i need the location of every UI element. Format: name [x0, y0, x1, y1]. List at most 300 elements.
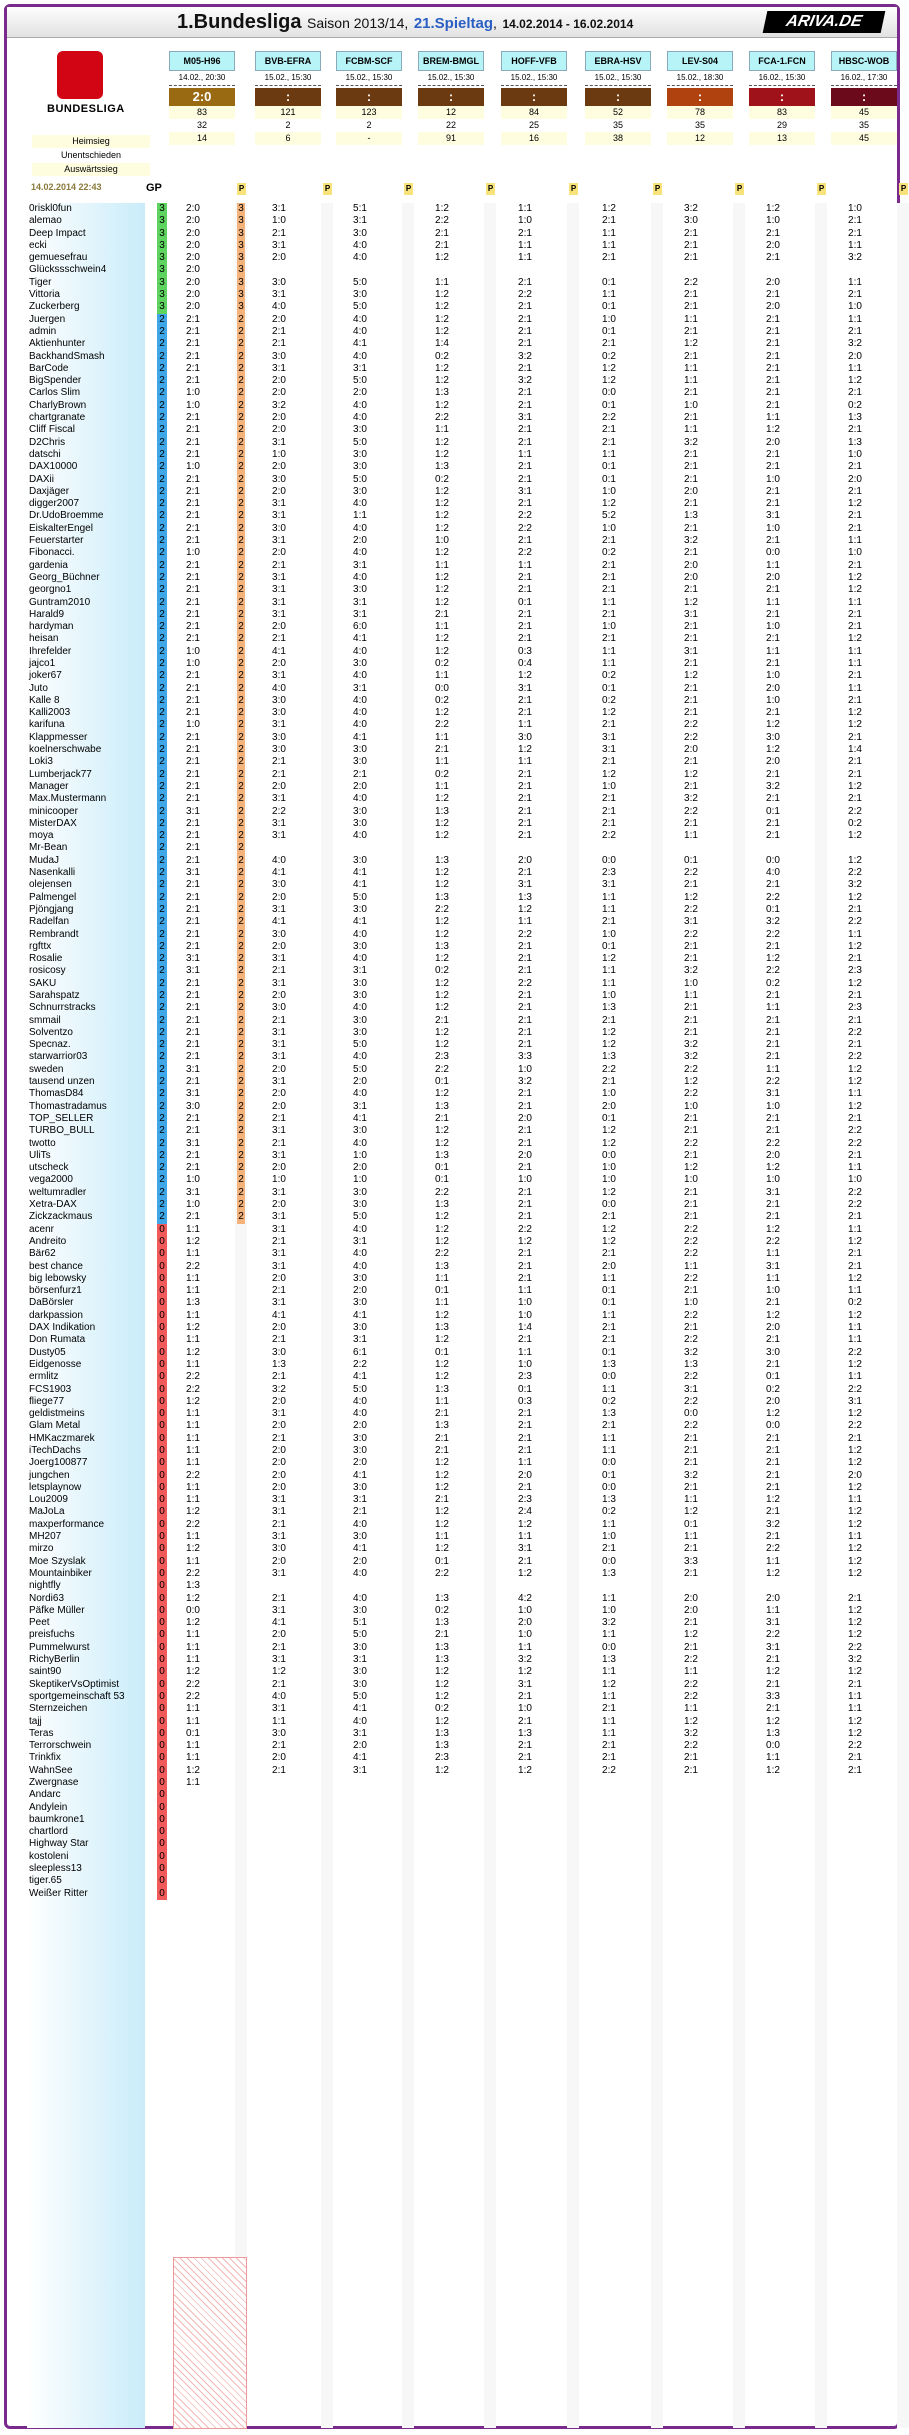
player-name[interactable]: Zickzackmaus	[29, 1211, 93, 1223]
player-name[interactable]: Juto	[29, 682, 48, 694]
tip-cell: 2:0	[186, 252, 200, 264]
player-name[interactable]: Guntram2010	[29, 596, 91, 608]
tip-cell: 5:0	[353, 1690, 367, 1702]
player-name[interactable]: Solventzo	[29, 1026, 73, 1038]
player-name[interactable]: koelnerschwabe	[29, 744, 102, 756]
player-name[interactable]: 0riskl0fun	[29, 203, 72, 214]
tip-cell: 1:2	[848, 854, 862, 866]
tip-cell: 2:1	[186, 670, 200, 682]
tip-cell: 2:1	[353, 1506, 367, 1518]
tip-cell: 2:1	[518, 1014, 532, 1026]
tip-cell: 2:1	[186, 375, 200, 387]
tip-cell: 1:0	[848, 1174, 862, 1186]
gp-value: 2	[157, 1187, 167, 1199]
table-row	[7, 215, 897, 227]
tip-cell: 1:2	[848, 940, 862, 952]
points-value: 2	[238, 805, 244, 817]
tip-cell: 1:1	[848, 1162, 862, 1174]
player-name[interactable]: jungchen	[29, 1469, 70, 1481]
tip-cell: 4:0	[353, 1260, 367, 1272]
match-home-count: 78	[667, 106, 733, 119]
player-name[interactable]: Dusty05	[29, 1346, 66, 1358]
tip-cell: 1:2	[518, 670, 532, 682]
tip-cell: 3:1	[186, 867, 200, 879]
player-name[interactable]: best chance	[29, 1260, 83, 1272]
player-name[interactable]: admin	[29, 325, 57, 337]
player-name[interactable]: olejensen	[29, 879, 72, 891]
tip-cell: 1:1	[186, 1309, 200, 1321]
player-name[interactable]: Andarc	[29, 1789, 61, 1801]
player-name[interactable]: minicooper	[29, 805, 78, 817]
tip-cell: 2:2	[848, 867, 862, 879]
player-name[interactable]: chartgranate	[29, 412, 86, 424]
tip-cell: 2:1	[186, 990, 200, 1001]
table-row	[7, 363, 897, 375]
player-name[interactable]: saint90	[29, 1666, 62, 1678]
player-name[interactable]: Radelfan	[29, 916, 70, 928]
player-name[interactable]: preisfuchs	[29, 1629, 75, 1641]
tip-cell: 1:2	[766, 1666, 780, 1678]
tip-cell: 2:1	[186, 928, 200, 940]
tip-cell: 3:0	[353, 1322, 367, 1334]
tip-cell: 2:0	[766, 756, 780, 768]
player-name[interactable]: MisterDAX	[29, 817, 77, 829]
player-name[interactable]: HMKaczmarek	[29, 1432, 95, 1444]
tip-cell: 1:0	[684, 1297, 698, 1309]
player-name[interactable]: datschi	[29, 448, 61, 460]
matchday-link[interactable]: 21.Spieltag	[413, 15, 494, 32]
player-name[interactable]: Andylein	[29, 1801, 68, 1813]
tip-cell: 4:1	[353, 731, 367, 743]
gp-value: 2	[157, 904, 167, 916]
player-name[interactable]: nightfly	[29, 1580, 61, 1592]
gp-value: 2	[157, 461, 167, 473]
player-name[interactable]: DAX10000	[29, 461, 78, 473]
player-name[interactable]: big lebowsky	[29, 1272, 87, 1284]
player-name[interactable]: baumkrone1	[29, 1813, 85, 1825]
player-name[interactable]: Lou2009	[29, 1494, 68, 1506]
player-name[interactable]: Feuerstarter	[29, 535, 84, 547]
tip-cell: 2:2	[684, 1371, 698, 1383]
player-name[interactable]: maxperformance	[29, 1518, 105, 1530]
tip-cell: 2:2	[766, 1235, 780, 1247]
table-row	[7, 707, 897, 719]
tip-cell: 1:1	[848, 1703, 862, 1715]
player-name[interactable]: rosicosy	[29, 965, 66, 977]
tip-cell: 2:0	[353, 1740, 367, 1752]
table-row	[7, 744, 897, 756]
player-name[interactable]: DAXii	[29, 473, 55, 485]
player-name[interactable]: Fibonacci.	[29, 547, 75, 559]
match-code[interactable]: FCBM-SCF	[336, 51, 402, 71]
player-name[interactable]: Rosalie	[29, 953, 63, 965]
player-name[interactable]: MudaJ	[29, 854, 60, 866]
tip-cell: 2:1	[684, 1125, 698, 1137]
player-name[interactable]: Carlos Slim	[29, 387, 81, 399]
player-name[interactable]: Eidgenosse	[29, 1358, 82, 1370]
player-name[interactable]: sleepless13	[29, 1863, 82, 1875]
player-name[interactable]: SAKU	[29, 977, 57, 989]
player-name[interactable]: börsenfurz1	[29, 1285, 82, 1297]
player-name[interactable]: Päfke Müller	[29, 1604, 85, 1616]
player-name[interactable]: Thomastradamus	[29, 1100, 107, 1112]
tip-cell: 2:1	[518, 461, 532, 473]
tip-cell: 3:0	[272, 744, 286, 756]
player-name[interactable]: Weißer Ritter	[29, 1887, 88, 1899]
gp-value: 2	[157, 547, 167, 559]
tip-cell: 2:1	[186, 559, 200, 571]
player-name[interactable]: joker67	[29, 670, 62, 682]
player-name[interactable]: sweden	[29, 1063, 64, 1075]
tip-cell: 2:1	[766, 817, 780, 829]
player-name[interactable]: Peet	[29, 1617, 50, 1629]
points-value: 2	[238, 362, 244, 374]
player-name[interactable]: Rembrandt	[29, 928, 79, 940]
tip-cell: 3:1	[272, 1076, 286, 1088]
player-name[interactable]: Andreito	[29, 1235, 67, 1247]
tip-cell: 0:2	[848, 399, 862, 411]
player-name[interactable]: kostoleni	[29, 1850, 69, 1862]
player-name[interactable]: TURBO_BULL	[29, 1125, 95, 1137]
tip-cell: 1:1	[602, 1592, 616, 1604]
player-name[interactable]: DAX Indikation	[29, 1322, 96, 1334]
player-name[interactable]: darkpassion	[29, 1309, 83, 1321]
gp-value: 2	[157, 1039, 167, 1051]
points-value: 2	[238, 621, 244, 633]
tip-cell: 1:1	[435, 1272, 449, 1284]
table-row	[7, 929, 897, 941]
player-name[interactable]: acenr	[29, 1223, 55, 1235]
tip-cell: 2:1	[766, 1444, 780, 1456]
match-code[interactable]: BREM-BMGL	[418, 51, 484, 71]
gp-value: 0	[157, 1580, 167, 1592]
tip-cell: 3:1	[766, 1186, 780, 1198]
tip-cell: 4:0	[353, 1395, 367, 1407]
tip-cell: 2:0	[272, 375, 286, 387]
tip-cell: 1:0	[766, 621, 780, 633]
player-name[interactable]: Zuckerberg	[29, 301, 80, 313]
player-name[interactable]: ermlitz	[29, 1371, 59, 1383]
tip-cell: 2:0	[353, 1420, 367, 1432]
player-name[interactable]: Cliff Fiscal	[29, 424, 75, 436]
gp-value: 2	[157, 326, 167, 338]
tip-cell: 2:1	[684, 350, 698, 362]
player-name[interactable]: Max.Mustermann	[29, 793, 107, 805]
player-name[interactable]: Kalle 8	[29, 694, 60, 706]
table-row	[7, 904, 897, 916]
player-name[interactable]: Glam Metal	[29, 1420, 81, 1432]
tip-cell: 3:1	[272, 1039, 286, 1051]
player-name[interactable]: jajco1	[29, 657, 56, 669]
tip-cell: 2:0	[186, 203, 200, 214]
gp-value: 3	[157, 264, 167, 276]
tip-cell: 2:1	[684, 1567, 698, 1579]
player-name[interactable]: Nasenkalli	[29, 867, 76, 879]
player-name[interactable]: Glückssschwein4	[29, 264, 107, 276]
tip-cell: 2:1	[766, 608, 780, 620]
player-name[interactable]: rgfttx	[29, 940, 52, 952]
player-name[interactable]: smmail	[29, 1014, 61, 1026]
table-row	[7, 1531, 897, 1543]
tip-cell: 2:2	[848, 1420, 862, 1432]
player-name[interactable]: Loki3	[29, 756, 53, 768]
player-name[interactable]: Highway Star	[29, 1838, 89, 1850]
player-name[interactable]: Ihrefelder	[29, 645, 72, 657]
player-name[interactable]: weltumradler	[29, 1186, 87, 1198]
player-name[interactable]: Daxjäger	[29, 485, 70, 497]
table-row	[7, 1015, 897, 1027]
player-name[interactable]: DaBörsler	[29, 1297, 74, 1309]
tip-cell: 0:2	[602, 350, 616, 362]
gp-value: 2	[157, 449, 167, 461]
player-name[interactable]: Pummelwurst	[29, 1641, 90, 1653]
player-name[interactable]: hardyman	[29, 621, 74, 633]
table-row	[7, 879, 897, 891]
player-name[interactable]: BigSpender	[29, 375, 82, 387]
tip-cell: 3:0	[518, 731, 532, 743]
player-name[interactable]: utscheck	[29, 1162, 69, 1174]
tip-cell: 2:1	[186, 325, 200, 337]
player-name[interactable]: BackhandSmash	[29, 350, 105, 362]
table-row	[7, 1174, 897, 1186]
player-name[interactable]: karifuna	[29, 719, 65, 731]
player-name[interactable]: Aktienhunter	[29, 338, 86, 350]
tip-cell: 2:1	[848, 608, 862, 620]
player-name[interactable]: fliege77	[29, 1395, 65, 1407]
player-name[interactable]: Dr.UdoBroemme	[29, 510, 104, 522]
match-code[interactable]: FCA-1.FCN	[749, 51, 815, 71]
player-name[interactable]: heisan	[29, 633, 59, 645]
tip-cell: 1:1	[518, 252, 532, 264]
player-name[interactable]: geldistmeins	[29, 1408, 85, 1420]
gp-value: 0	[157, 1617, 167, 1629]
player-name[interactable]: twotto	[29, 1137, 56, 1149]
tip-cell: 3:2	[684, 1039, 698, 1051]
tip-cell: 2:1	[518, 1248, 532, 1260]
tip-cell: 2:1	[186, 694, 200, 706]
tip-cell: 2:1	[518, 768, 532, 780]
tip-cell: 3:1	[272, 830, 286, 842]
tip-cell: 3:0	[353, 1531, 367, 1543]
match-code[interactable]: BVB-EFRA	[255, 51, 321, 71]
player-name[interactable]: Lumberjack77	[29, 768, 92, 780]
player-name[interactable]: D2Chris	[29, 436, 66, 448]
tip-cell: 3:0	[272, 879, 286, 891]
player-name[interactable]: georgno1	[29, 584, 72, 596]
player-name[interactable]: Palmengel	[29, 891, 77, 903]
tip-cell: 2:0	[272, 1100, 286, 1112]
player-name[interactable]: Georg_Büchner	[29, 571, 100, 583]
player-name[interactable]: Tiger	[29, 276, 52, 288]
tip-cell: 1:2	[435, 522, 449, 534]
player-name[interactable]: Manager	[29, 780, 69, 792]
tip-cell: 2:0	[766, 571, 780, 583]
tip-cell: 3:1	[766, 510, 780, 522]
player-name[interactable]: Mr-Bean	[29, 842, 68, 854]
match-result: :	[749, 88, 815, 106]
tip-cell: 1:2	[435, 375, 449, 387]
gp-value: 0	[157, 1875, 167, 1887]
player-name[interactable]: FCS1903	[29, 1383, 72, 1395]
player-name[interactable]: Don Rumata	[29, 1334, 86, 1346]
tip-cell: 3:0	[353, 940, 367, 952]
player-name[interactable]: mirzo	[29, 1543, 54, 1555]
table-row	[7, 289, 897, 301]
player-name[interactable]: tajj	[29, 1715, 42, 1727]
gp-value: 0	[157, 1642, 167, 1654]
tip-cell: 1:2	[272, 1666, 286, 1678]
player-name[interactable]: Trinkfix	[29, 1752, 61, 1764]
points-value: 2	[238, 793, 244, 805]
tip-cell: 1:2	[602, 498, 616, 510]
tip-cell: 1:1	[766, 1002, 780, 1014]
tip-cell: 2:1	[684, 227, 698, 239]
tip-cell: 0:1	[602, 1469, 616, 1481]
tip-cell: 2:1	[518, 1199, 532, 1211]
match-code[interactable]: HBSC-WOB	[831, 51, 897, 71]
tip-cell: 2:1	[766, 1297, 780, 1309]
player-name[interactable]: alemao	[29, 215, 62, 227]
match-code[interactable]: LEV-S04	[667, 51, 733, 71]
player-name[interactable]: starwarrior03	[29, 1051, 88, 1063]
player-name[interactable]: tiger.65	[29, 1875, 62, 1887]
tip-cell: 1:1	[684, 1703, 698, 1715]
match-code[interactable]: HOFF-VFB	[501, 51, 567, 71]
player-name[interactable]: EiskalterEngel	[29, 522, 93, 534]
player-name[interactable]: Harald9	[29, 608, 65, 620]
player-name[interactable]: chartlord	[29, 1826, 68, 1838]
tip-cell: 2:1	[848, 1211, 862, 1223]
tip-cell: 2:1	[602, 1740, 616, 1752]
gp-value: 2	[157, 351, 167, 363]
player-name[interactable]: WahnSee	[29, 1764, 73, 1776]
tip-cell: 1:1	[848, 276, 862, 288]
tip-cell: 1:1	[848, 682, 862, 694]
player-name[interactable]: Moe Szyslak	[29, 1555, 86, 1567]
tip-cell: 2:1	[602, 817, 616, 829]
player-name[interactable]: ThomasD84	[29, 1088, 84, 1100]
player-name[interactable]: Sternzeichen	[29, 1703, 88, 1715]
player-name[interactable]: Xetra-DAX	[29, 1199, 77, 1211]
player-name[interactable]: Zwergnase	[29, 1777, 79, 1788]
tip-cell: 3:1	[272, 1125, 286, 1137]
match-code[interactable]: M05-H96	[169, 51, 235, 71]
player-name[interactable]: Juergen	[29, 313, 66, 325]
match-code[interactable]: EBRA-HSV	[585, 51, 651, 71]
tip-cell: 3:1	[766, 1260, 780, 1272]
player-name[interactable]: BarCode	[29, 362, 69, 374]
player-name[interactable]: SkeptikerVsOptimist	[29, 1678, 120, 1690]
points-header: P	[818, 184, 825, 193]
tip-cell: 2:1	[766, 1125, 780, 1137]
table-row	[7, 400, 897, 412]
player-name[interactable]: Kalli2003	[29, 707, 71, 719]
tip-cell: 1:2	[435, 289, 449, 301]
player-name[interactable]: Deep Impact	[29, 227, 86, 239]
player-name[interactable]: moya	[29, 830, 54, 842]
tip-cell: 3:0	[272, 522, 286, 534]
player-name[interactable]: Joerg100877	[29, 1457, 88, 1469]
table-row	[7, 584, 897, 596]
player-name[interactable]: tausend unzen	[29, 1076, 95, 1088]
tip-cell: 2:2	[684, 719, 698, 731]
player-name[interactable]: Klappmesser	[29, 731, 88, 743]
tip-cell: 1:2	[848, 1481, 862, 1493]
player-name[interactable]: MH207	[29, 1531, 62, 1543]
tip-cell: 1:2	[435, 510, 449, 522]
tip-cell: 2:1	[518, 436, 532, 448]
player-name[interactable]: sportgemeinschaft 53	[29, 1690, 125, 1702]
player-name[interactable]: CharlyBrown	[29, 399, 87, 411]
tip-cell: 2:1	[684, 1617, 698, 1629]
player-name[interactable]: Sarahspatz	[29, 990, 80, 1001]
points-value: 3	[238, 227, 244, 239]
tip-cell: 0:1	[518, 596, 532, 608]
ariva-logo[interactable]: ARIVA.DE	[763, 11, 886, 33]
player-name[interactable]: Vittoria	[29, 289, 60, 301]
tip-cell: 2:1	[684, 879, 698, 891]
player-name[interactable]: Schnurrstracks	[29, 1002, 96, 1014]
points-value: 3	[238, 264, 244, 276]
tip-cell: 4:0	[272, 1690, 286, 1702]
player-name[interactable]: MaJoLa	[29, 1506, 65, 1518]
player-name[interactable]: gardenia	[29, 559, 68, 571]
player-name[interactable]: gemuesefrau	[29, 252, 88, 264]
tip-cell: 1:2	[602, 1026, 616, 1038]
player-name[interactable]: TOP_SELLER	[29, 1112, 94, 1124]
tip-cell: 0:1	[602, 940, 616, 952]
tip-cell: 0:1	[435, 1162, 449, 1174]
tip-cell: 1:2	[435, 1334, 449, 1346]
player-name[interactable]: Terrorschwein	[29, 1740, 92, 1752]
player-name[interactable]: vega2000	[29, 1174, 73, 1186]
player-name[interactable]: Specnaz.	[29, 1039, 71, 1051]
player-name[interactable]: Bär62	[29, 1248, 56, 1260]
tip-cell: 1:0	[684, 1100, 698, 1112]
player-name[interactable]: RichyBerlin	[29, 1654, 80, 1666]
gp-value: 3	[157, 240, 167, 252]
tip-cell: 2:1	[684, 621, 698, 633]
player-name[interactable]: ecki	[29, 239, 47, 251]
points-value: 3	[238, 239, 244, 251]
tip-cell: 2:1	[435, 1014, 449, 1026]
tip-cell: 2:1	[435, 1112, 449, 1124]
tip-cell: 2:1	[684, 1211, 698, 1223]
tip-cell: 3:0	[353, 1199, 367, 1211]
tip-cell: 2:1	[766, 584, 780, 596]
player-name[interactable]: Teras	[29, 1727, 54, 1739]
tip-cell: 6:1	[353, 1346, 367, 1358]
player-name[interactable]: iTechDachs	[29, 1444, 81, 1456]
player-name[interactable]: letsplaynow	[29, 1481, 82, 1493]
tip-cell: 2:1	[766, 1678, 780, 1690]
tip-cell: 2:1	[186, 313, 200, 325]
player-name[interactable]: Nordi63	[29, 1592, 65, 1604]
tip-cell: 2:1	[848, 990, 862, 1001]
player-name[interactable]: Pjöngjang	[29, 903, 74, 915]
tip-cell: 3:0	[353, 657, 367, 669]
tip-cell: 2:1	[848, 756, 862, 768]
tip-cell: 2:1	[602, 571, 616, 583]
points-value: 2	[238, 817, 244, 829]
tip-cell: 2:1	[684, 239, 698, 251]
table-row	[7, 1310, 897, 1322]
player-name[interactable]: Mountainbiker	[29, 1567, 92, 1579]
player-name[interactable]: UliTs	[29, 1149, 51, 1161]
table-row	[7, 375, 897, 387]
player-name[interactable]: digger2007	[29, 498, 80, 510]
tip-cell: 2:1	[353, 768, 367, 780]
